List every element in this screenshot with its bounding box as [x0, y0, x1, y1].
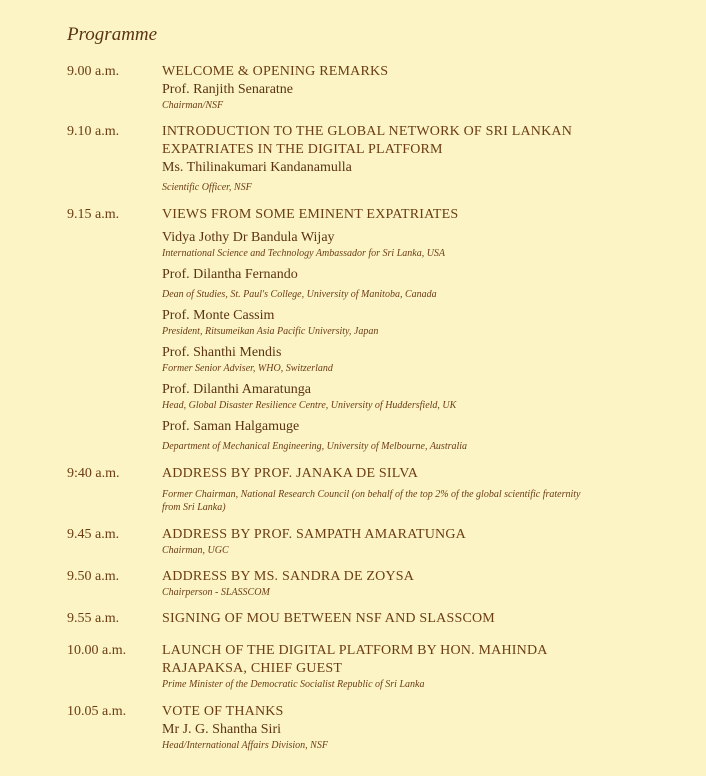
- item-time: 10.05 a.m.: [67, 704, 127, 719]
- item-time: 10.00 a.m.: [67, 643, 127, 658]
- item-time: 9.00 a.m.: [67, 64, 120, 79]
- speaker-name: Prof. Dilanthi Amaratunga: [162, 382, 311, 397]
- speaker-name: Prof. Dilantha Fernando: [162, 267, 298, 282]
- speaker-name: Prof. Ranjith Senaratne: [162, 82, 294, 97]
- speaker-entry: [162, 381, 662, 412]
- item-time: 9:40 a.m.: [67, 466, 120, 481]
- speaker-name: Ms. Thilinakumari Kandanamulla: [162, 160, 352, 175]
- item-title-line-1: LAUNCH OF THE DIGITAL PLATFORM BY HON. MAHINDA: [162, 643, 548, 658]
- item-title: ADDRESS BY PROF. SAMPATH AMARATUNGA: [162, 527, 466, 542]
- item-title: ADDRESS BY PROF. JANAKA DE SILVA: [162, 466, 419, 481]
- item-title: ADDRESS BY MS. SANDRA DE ZOYSA: [162, 569, 415, 584]
- speaker-role: Dean of Studies, St. Paul's College, University of Manitoba, Canada: [162, 289, 437, 300]
- speaker-list: [162, 229, 662, 453]
- speaker-name: Prof. Shanthi Mendis: [162, 345, 282, 360]
- item-title: SIGNING OF MOU BETWEEN NSF AND SLASSCOM: [162, 611, 495, 626]
- speaker-role: Department of Mechanical Engineering, University of Melbourne, Australia: [162, 441, 468, 452]
- item-title: VIEWS FROM SOME EMINENT EXPATRIATES: [162, 207, 459, 222]
- speaker-name: Prof. Monte Cassim: [162, 308, 275, 323]
- speaker-entry: [162, 344, 662, 375]
- speaker-name: Vidya Jothy Dr Bandula Wijay: [162, 230, 335, 245]
- item-time: 9.55 a.m.: [67, 611, 120, 626]
- speaker-role: Prime Minister of the Democratic Socialist Republic of Sri Lanka: [162, 679, 425, 690]
- item-title: VOTE OF THANKS: [162, 704, 284, 719]
- speaker-role: Chairperson - SLASSCOM: [162, 587, 270, 598]
- speaker-role-line-2: from Sri Lanka): [162, 502, 226, 513]
- item-time: 9.50 a.m.: [67, 569, 120, 584]
- speaker-role-line-1: Former Chairman, National Research Council (on behalf of the top 2% of the global scientific fraternity: [162, 489, 581, 500]
- item-time: 9.15 a.m.: [67, 207, 120, 222]
- item-time: 9.45 a.m.: [67, 527, 120, 542]
- speaker-entry: [162, 307, 662, 338]
- speaker-name: Prof. Saman Halgamuge: [162, 419, 300, 434]
- item-time: 9.10 a.m.: [67, 124, 120, 139]
- item-title-line-2: EXPATRIATES IN THE DIGITAL PLATFORM: [162, 142, 443, 157]
- item-title-line-2: RAJAPAKSA, CHIEF GUEST: [162, 661, 343, 676]
- speaker-role: Chairman, UGC: [162, 545, 229, 556]
- speaker-role: International Science and Technology Ambassador for Sri Lanka, USA: [162, 248, 446, 259]
- item-title: WELCOME & OPENING REMARKS: [162, 64, 389, 79]
- speaker-entry: [162, 266, 662, 301]
- speaker-entry: [162, 229, 662, 260]
- speaker-role: Former Senior Adviser, WHO, Switzerland: [162, 363, 333, 374]
- speaker-role: President, Ritsumeikan Asia Pacific University, Japan: [162, 326, 379, 337]
- speaker-entry: [162, 418, 662, 453]
- speaker-role: Chairman/NSF: [162, 100, 224, 111]
- item-title-line-1: INTRODUCTION TO THE GLOBAL NETWORK OF SRI LANKAN: [162, 124, 573, 139]
- programme-heading: Programme: [67, 24, 158, 45]
- speaker-role: Scientific Officer, NSF: [162, 182, 252, 193]
- speaker-role: Head/International Affairs Division, NSF: [162, 740, 328, 751]
- speaker-role: Head, Global Disaster Resilience Centre, University of Huddersfield, UK: [162, 400, 457, 411]
- speaker-name: Mr J. G. Shantha Siri: [162, 722, 281, 737]
